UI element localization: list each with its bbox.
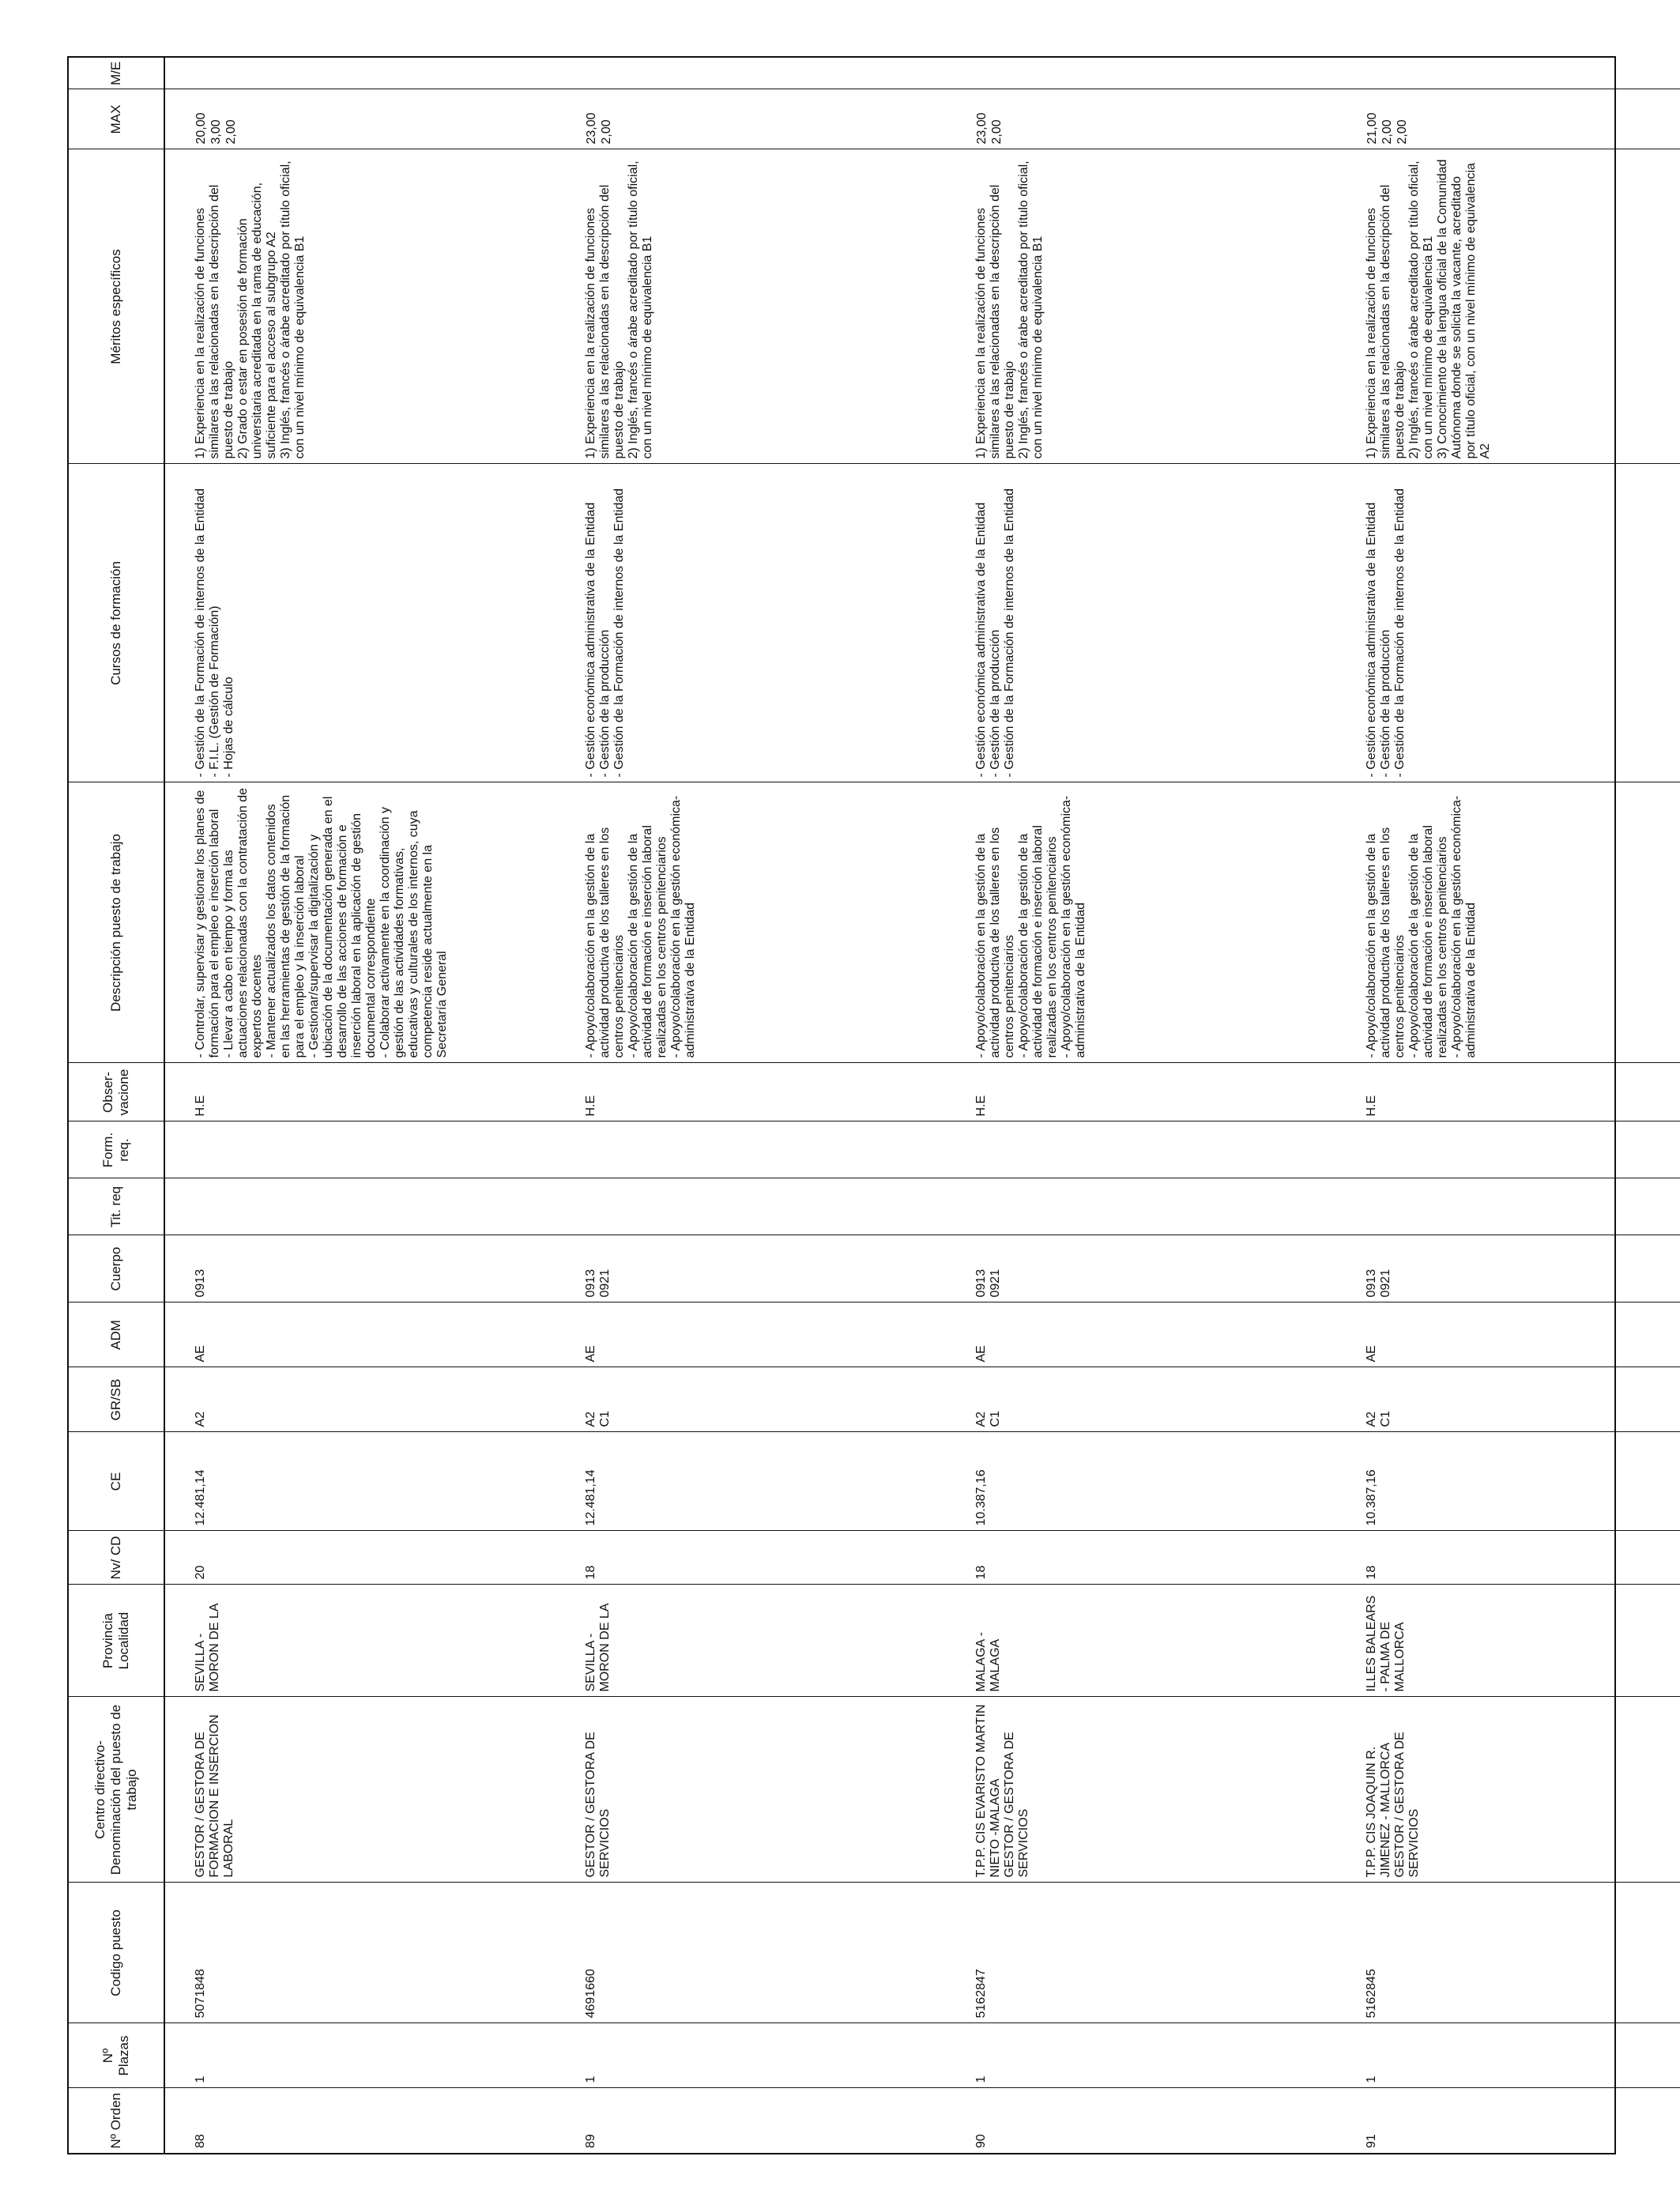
cell-centro: T.P.P. CIS EVARISTO MARTIN NIETO -MALAGA GESTOR / GESTORA DE SERVICIOS <box>946 1697 1336 1883</box>
table-frame <box>67 56 1616 2154</box>
header-orden: Nº Orden <box>69 2088 164 2153</box>
header-provincia: Provincia Localidad <box>69 1585 164 1697</box>
cell-cursos: - Gestión económica administrativa de la Entidad - Gestión de la producción - Gestión de la Formación de internos de la Entidad <box>1336 464 1680 782</box>
cell-descripcion: - Controlar, supervisar y gestionar los planes de formación para el empleo e inserción laboral - Llevar a cabo en tiempo y forma las actuaciones relacionadas con la contratación de expertos docentes - Mantener actualizados los datos contenidos en las herramientas de gestión de la formación para el empleo y la inserción laboral - Gestionar/supervisar la digitalización y ubicación de la documentación generada en el desarrollo de las acciones de formación e inserción laboral en la aplicación de gestión documental correspondiente - Colaborar activamente en la coordinación y gestión de las actividades formativas, educativas y culturales de los internos, cuya competencia reside actualmente en la Secretaría General <box>164 782 556 1063</box>
cell-titulacion <box>164 1178 556 1235</box>
max-value: 23,00 <box>585 112 598 145</box>
cell-plazas: 1 <box>164 2023 556 2088</box>
cell-centro: GESTOR / GESTORA DE FORMACION E INSERCION LABORAL <box>164 1697 556 1883</box>
max-value: 20,00 <box>194 112 208 145</box>
cell-formacion <box>946 1122 1336 1178</box>
cell-codigo: 5162845 <box>1336 1883 1680 2023</box>
cell-plazas: 1 <box>946 2023 1336 2088</box>
cell-codigo: 5162847 <box>946 1883 1336 2023</box>
cell-formacion <box>164 1122 556 1178</box>
header-descripcion: Descripción puesto de trabajo <box>69 782 164 1063</box>
header-titulacion: Tit. req <box>69 1178 164 1235</box>
cell-observaciones: H.E <box>946 1063 1336 1122</box>
cell-grupo: A2 C1 <box>556 1367 946 1432</box>
cell-nivel: 18 <box>946 1531 1336 1585</box>
cell-me <box>556 58 946 89</box>
cell-max <box>164 89 556 149</box>
cell-orden: 88 <box>164 2088 556 2153</box>
cell-cuerpo: 0913 0921 <box>946 1235 1336 1302</box>
cell-centro: T.P.P. CIS JOAQUIN R. JIMENEZ - MALLORCA GESTOR / GESTORA DE SERVICIOS <box>1336 1697 1680 1883</box>
max-value: 3,00 <box>209 119 223 145</box>
cell-adm: AE <box>164 1302 556 1367</box>
job-positions-table <box>69 58 1680 2153</box>
max-value: 23,00 <box>975 112 989 145</box>
cell-cuerpo: 0913 0921 <box>1336 1235 1680 1302</box>
cell-ce: 10.387,16 <box>946 1432 1336 1531</box>
cell-nivel: 18 <box>1336 1531 1680 1585</box>
cell-grupo: A2 <box>164 1367 556 1432</box>
header-adm: ADM <box>69 1302 164 1367</box>
header-formacion: Form. req. <box>69 1122 164 1178</box>
cell-meritos: 1) Experiencia en la realización de funciones similares a las relacionadas en la descripción del puesto de trabajo 2) Inglés, francés o árabe acreditado por título oficial, con un nivel mínimo de equivalencia B1 <box>556 149 946 464</box>
cell-cuerpo: 0913 <box>164 1235 556 1302</box>
cell-cursos: - Gestión económica administrativa de la Entidad - Gestión de la producción - Gestión de la Formación de internos de la Entidad <box>556 464 946 782</box>
table-row <box>164 58 556 2153</box>
cell-meritos: 1) Experiencia en la realización de funciones similares a las relacionadas en la descripción del puesto de trabajo 2) Grado o estar en posesión de formación universitaria acreditada en la rama de educación, suficiente para el acceso al subgrupo A2 3) Inglés, francés o árabe acreditado por título oficial, con un nivel mínimo de equivalencia B1 <box>164 149 556 464</box>
cell-adm: AE <box>556 1302 946 1367</box>
cell-orden: 90 <box>946 2088 1336 2153</box>
cell-provincia: MALAGA - MALAGA <box>946 1585 1336 1697</box>
cell-descripcion: - Apoyo/colaboración en la gestión de la actividad productiva de los talleres en los centros penitenciarios - Apoyo/colaboración de la gestión de la actividad de formación e inserción laboral realizadas en los centros penitenciarios - Apoyo/colaboración en la gestión económica-administrativa de la Entidad <box>556 782 946 1063</box>
cell-codigo: 4691660 <box>556 1883 946 2023</box>
header-meritos: Méritos específicos <box>69 149 164 464</box>
cell-descripcion: - Apoyo/colaboración en la gestión de la actividad productiva de los talleres en los centros penitenciarios - Apoyo/colaboración de la gestión de la actividad de formación e inserción laboral realizadas en los centros penitenciarios - Apoyo/colaboración en la gestión económica-administrativa de la Entidad <box>946 782 1336 1063</box>
cell-titulacion <box>946 1178 1336 1235</box>
header-plazas: Nº Plazas <box>69 2023 164 2088</box>
cell-centro: GESTOR / GESTORA DE SERVICIOS <box>556 1697 946 1883</box>
max-value: 2,00 <box>600 119 613 145</box>
cell-orden: 89 <box>556 2088 946 2153</box>
cell-adm: AE <box>946 1302 1336 1367</box>
header-row <box>69 58 164 2153</box>
table-row <box>556 58 946 2153</box>
header-cursos: Cursos de formación <box>69 464 164 782</box>
cell-max <box>1336 89 1680 149</box>
max-value: 2,00 <box>990 119 1004 145</box>
max-value: 2,00 <box>1396 119 1409 145</box>
cell-ce: 12.481,14 <box>556 1432 946 1531</box>
max-value: 21,00 <box>1365 112 1379 145</box>
cell-observaciones: H.E <box>1336 1063 1680 1122</box>
header-ce: CE <box>69 1432 164 1531</box>
max-value: 2,00 <box>224 119 238 145</box>
cell-observaciones: H.E <box>164 1063 556 1122</box>
cell-meritos: 1) Experiencia en la realización de funciones similares a las relacionadas en la descripción del puesto de trabajo 2) Inglés, francés o árabe acreditado por título oficial, con un nivel mínimo de equivalencia B1 3) Conocimiento de la lengua oficial de la Comunidad Autónoma donde se solicita la vacante, acreditado por título oficial, con un nivel mínimo de equivalencia A2 <box>1336 149 1680 464</box>
cell-cursos: - Gestión económica administrativa de la Entidad - Gestión de la producción - Gestión de la Formación de internos de la Entidad <box>946 464 1336 782</box>
table-row <box>946 58 1336 2153</box>
cell-provincia: SEVILLA - MORON DE LA <box>556 1585 946 1697</box>
cell-formacion <box>556 1122 946 1178</box>
cell-nivel: 20 <box>164 1531 556 1585</box>
cell-nivel: 18 <box>556 1531 946 1585</box>
cell-observaciones: H.E <box>556 1063 946 1122</box>
header-grupo: GR/SB <box>69 1367 164 1432</box>
cell-me <box>946 58 1336 89</box>
cell-descripcion: - Apoyo/colaboración en la gestión de la actividad productiva de los talleres en los centros penitenciarios - Apoyo/colaboración de la gestión de la actividad de formación e inserción laboral realizadas en los centros penitenciarios - Apoyo/colaboración en la gestión económica-administrativa de la Entidad <box>1336 782 1680 1063</box>
cell-ce: 10.387,16 <box>1336 1432 1680 1531</box>
cell-max <box>946 89 1336 149</box>
cell-provincia: SEVILLA - MORON DE LA <box>164 1585 556 1697</box>
cell-titulacion <box>1336 1178 1680 1235</box>
header-observaciones: Obser-vacione <box>69 1063 164 1122</box>
cell-provincia: ILLES BALEARS - PALMA DE MALLORCA <box>1336 1585 1680 1697</box>
cell-meritos: 1) Experiencia en la realización de funciones similares a las relacionadas en la descripción del puesto de trabajo 2) Inglés, francés o árabe acreditado por título oficial, con un nivel mínimo de equivalencia B1 <box>946 149 1336 464</box>
table-row <box>1336 58 1680 2153</box>
cell-me <box>164 58 556 89</box>
cell-grupo: A2 C1 <box>1336 1367 1680 1432</box>
cell-me <box>1336 58 1680 89</box>
header-cuerpo: Cuerpo <box>69 1235 164 1302</box>
cell-titulacion <box>556 1178 946 1235</box>
header-centro: Centro directivo-Denominación del puesto de trabajo <box>69 1697 164 1883</box>
cell-cursos: - Gestión de la Formación de internos de la Entidad - F.I.L. (Gestión de Formación) - Hojas de cálculo <box>164 464 556 782</box>
cell-formacion <box>1336 1122 1680 1178</box>
cell-grupo: A2 C1 <box>946 1367 1336 1432</box>
header-codigo: Codigo puesto <box>69 1883 164 2023</box>
header-max: MAX <box>69 89 164 149</box>
cell-plazas: 1 <box>556 2023 946 2088</box>
header-me: M/E <box>69 58 164 89</box>
cell-orden: 91 <box>1336 2088 1680 2153</box>
cell-adm: AE <box>1336 1302 1680 1367</box>
cell-max <box>556 89 946 149</box>
cell-ce: 12.481,14 <box>164 1432 556 1531</box>
header-nivel: Nv/ CD <box>69 1531 164 1585</box>
cell-codigo: 5071848 <box>164 1883 556 2023</box>
max-value: 2,00 <box>1381 119 1394 145</box>
cell-plazas: 1 <box>1336 2023 1680 2088</box>
cell-cuerpo: 0913 0921 <box>556 1235 946 1302</box>
